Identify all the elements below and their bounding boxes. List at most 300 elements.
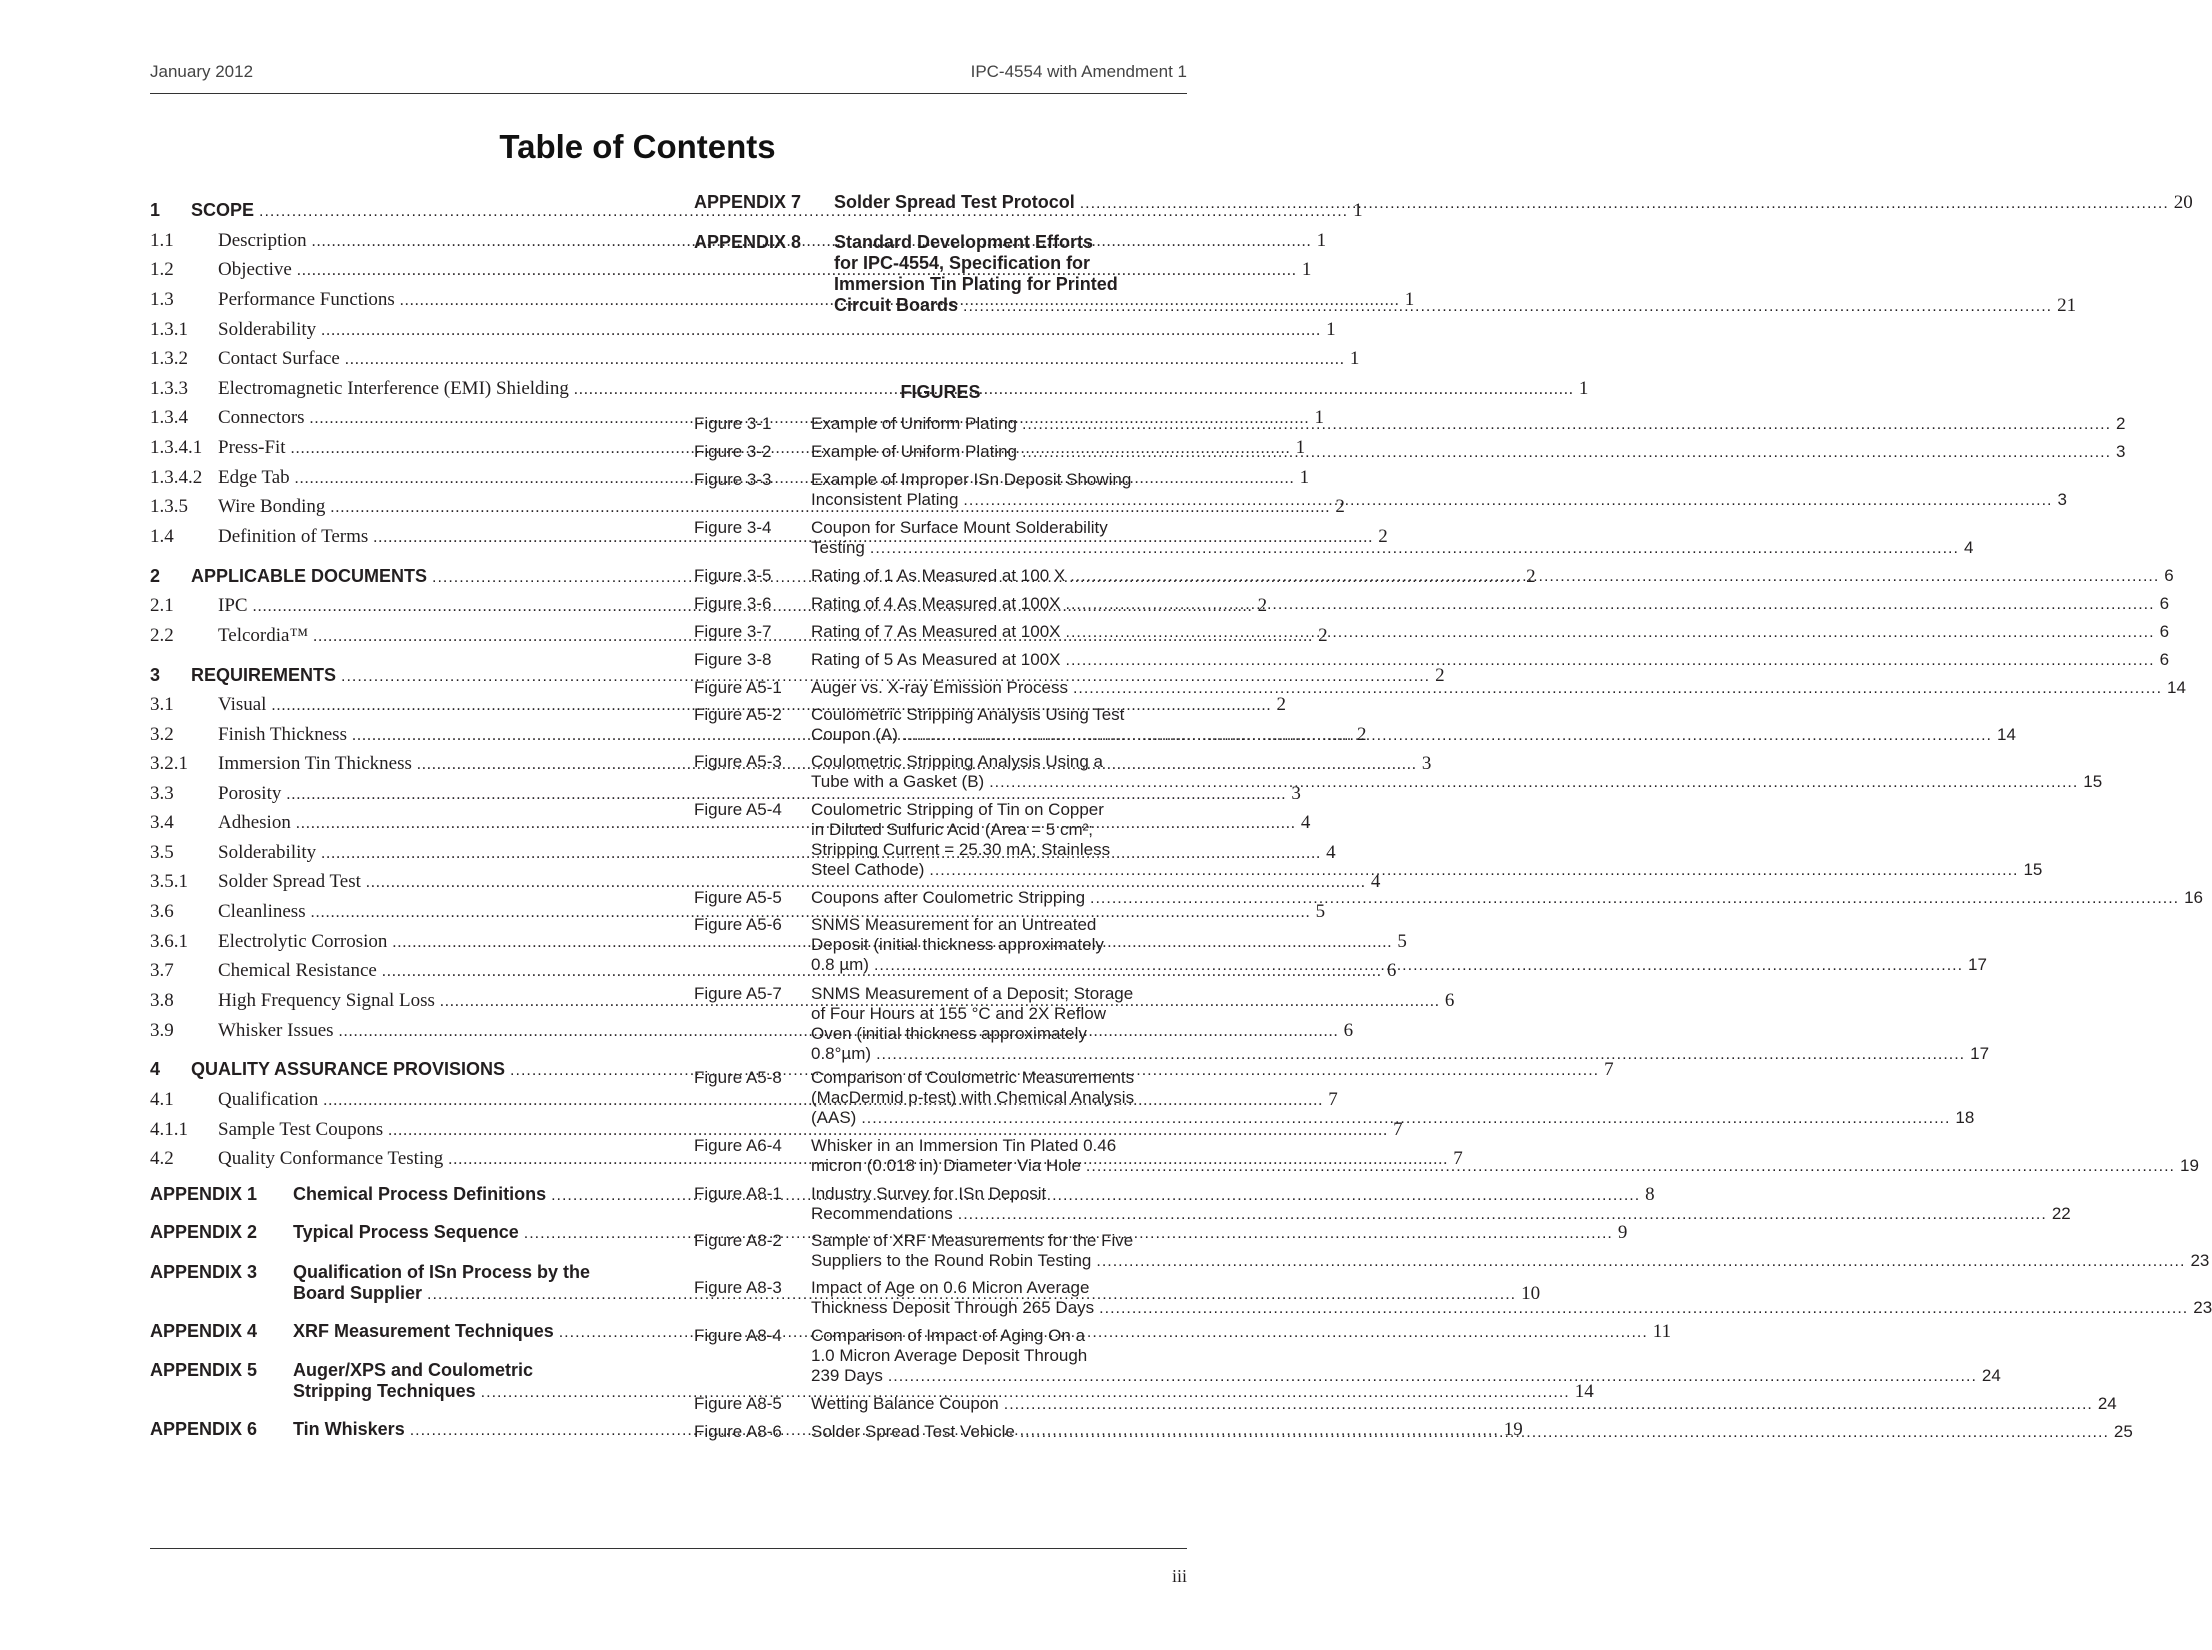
figure-caption — [811, 1422, 2133, 1443]
appendix-label: APPENDIX 3 — [150, 1262, 258, 1282]
figure-caption — [811, 888, 2203, 909]
toc-entry-number: 3.2 — [150, 724, 174, 745]
figure-caption-last-line — [811, 1108, 1974, 1129]
toc-entry-page: 5 — [1315, 901, 1326, 922]
toc-entry-page: 1 — [1353, 200, 1363, 221]
figure-caption — [811, 518, 1973, 559]
figure-entry — [694, 1394, 2117, 1415]
figure-caption — [811, 622, 2169, 643]
toc-entry-page: 1 — [1349, 348, 1360, 369]
leader-dots — [865, 539, 1964, 559]
toc-entry-page: 4 — [1300, 812, 1311, 833]
leader-dots — [340, 351, 1350, 369]
toc-entry-page: 1 — [1301, 259, 1312, 280]
figure-caption — [811, 1136, 2199, 1177]
figure-caption — [811, 1184, 2071, 1225]
toc-entry-number: 3.5.1 — [150, 871, 188, 892]
figure-caption-line: Coulometric Stripping of Tin on Copper — [811, 800, 1104, 819]
figure-caption-line: Suppliers to the Round Robin Testing — [811, 1251, 1092, 1270]
figure-page: 6 — [2159, 650, 2170, 669]
toc-entry-title: Chemical Resistance — [218, 960, 377, 981]
figure-caption-line: Wetting Balance Coupon — [811, 1394, 999, 1413]
figure-caption-line: micron (0.018 in) Diameter Via Hole — [811, 1156, 1081, 1175]
figure-label: Figure A8-5 — [694, 1394, 782, 1413]
figure-caption-line: SNMS Measurement of a Deposit; Storage — [811, 984, 1134, 1003]
figure-caption-line: Thickness Deposit Through 265 Days — [811, 1298, 1095, 1317]
figure-page: 22 — [2051, 1204, 2071, 1223]
toc-entry-title: Wire Bonding — [218, 496, 326, 517]
page-number: iii — [1171, 1566, 1187, 1586]
toc-entry-number: 4.1.1 — [150, 1119, 188, 1140]
figure-label: Figure A8-1 — [694, 1184, 782, 1203]
header-rule — [150, 93, 1187, 94]
toc-entry-number: 3.6 — [150, 901, 174, 922]
figure-page: 23 — [2190, 1251, 2210, 1270]
figure-caption-line: Auger vs. X-ray Emission Process — [811, 678, 1068, 697]
figure-label: Figure 3-4 — [694, 518, 772, 537]
toc-entry-page: 7 — [1453, 1148, 1463, 1169]
figure-page: 24 — [2097, 1394, 2117, 1413]
toc-entry-number: 1.3.3 — [150, 378, 188, 399]
toc-entry-title: Solderability — [218, 842, 317, 863]
toc-entry-title: Finish Thickness — [218, 724, 347, 745]
leader-dots — [1085, 889, 2184, 909]
figure-page: 25 — [2113, 1422, 2133, 1441]
appendix-title-line: Board Supplier — [293, 1283, 423, 1303]
figure-caption — [811, 442, 2126, 463]
appendix-title-line: for IPC-4554, Specification for — [834, 253, 1091, 273]
figure-caption-line: Rating of 4 As Measured at 100X — [811, 594, 1061, 613]
leader-dots — [1017, 443, 2116, 463]
toc-entry — [150, 783, 1301, 809]
figure-label: Figure A5-2 — [694, 705, 782, 724]
toc-entry-page: 2 — [1276, 694, 1286, 715]
figure-entry — [694, 984, 1990, 1065]
toc-entry-title: Contact Surface — [218, 348, 340, 369]
appendix-title-line: Circuit Boards — [834, 295, 959, 315]
toc-entry-page: 1 — [1578, 378, 1589, 399]
figure-caption-last-line — [811, 725, 2016, 746]
toc-entry-page: 7 — [1393, 1119, 1403, 1140]
appendix-label: APPENDIX 5 — [150, 1360, 258, 1380]
leader-dots — [1081, 1157, 2180, 1177]
appendix-entry — [694, 232, 2077, 317]
appendix-title-last-line — [834, 295, 2076, 317]
toc-entry-title: Sample Test Coupons — [218, 1119, 384, 1140]
toc-entry-title: Cleanliness — [218, 901, 306, 922]
figure-caption-last-line — [811, 1422, 2133, 1443]
figure-caption-last-line — [811, 566, 2174, 587]
appendix-title-line: Immersion Tin Plating for Printed — [834, 274, 1118, 294]
toc-entry-number: 1.4 — [150, 526, 174, 547]
appendix-page: 9 — [1617, 1222, 1628, 1243]
figure-caption-line: Inconsistent Plating — [811, 490, 959, 509]
toc-entry-page: 7 — [1604, 1059, 1614, 1080]
figure-caption — [811, 1326, 2001, 1387]
figure-caption — [811, 1231, 2209, 1272]
figure-caption — [811, 752, 2102, 793]
appendix-page: 19 — [1503, 1419, 1523, 1440]
toc-entry-title: High Frequency Signal Loss — [218, 990, 435, 1011]
appendix-title-line: Typical Process Sequence — [293, 1222, 519, 1242]
figure-caption — [811, 1394, 2117, 1415]
figure-caption-last-line — [811, 772, 2102, 793]
appendix-title-last-line — [834, 192, 2193, 214]
toc-entry-title: Electromagnetic Interference (EMI) Shielding — [218, 378, 569, 399]
toc-entry — [150, 319, 1336, 345]
toc-entry-page: 2 — [1356, 724, 1367, 745]
toc-entry-page: 3 — [1291, 783, 1301, 804]
toc-entry-page: 2 — [1318, 625, 1328, 646]
toc-entry-title: SCOPE — [191, 200, 255, 220]
figure-page: 6 — [2164, 566, 2174, 585]
figure-label: Figure A5-3 — [694, 752, 782, 771]
figure-caption — [811, 566, 2174, 587]
toc-entry-number: 1.3.2 — [150, 348, 188, 369]
figure-page: 24 — [1981, 1366, 2001, 1385]
toc-entry-title: Connectors — [218, 407, 305, 428]
appendix-label: APPENDIX 6 — [150, 1419, 258, 1439]
figure-label: Figure A8-3 — [694, 1278, 782, 1297]
header-document-id: IPC-4554 with Amendment 1 — [970, 62, 1187, 81]
leader-dots — [883, 1367, 1982, 1387]
leader-dots — [871, 1045, 1970, 1065]
figure-caption-line: Comparison of Coulometric Measurements — [811, 1068, 1135, 1087]
figure-page: 18 — [1955, 1108, 1975, 1127]
figure-entry — [694, 888, 2204, 909]
figure-caption-last-line — [811, 860, 2042, 881]
figure-caption-last-line — [811, 888, 2203, 909]
figure-caption-last-line — [811, 1251, 2209, 1272]
appendix-label: APPENDIX 7 — [694, 192, 802, 212]
appendix-title-line: Auger/XPS and Coulometric — [293, 1360, 534, 1380]
figures-heading: FIGURES — [900, 382, 981, 402]
appendix-title-line: Stripping Techniques — [293, 1381, 476, 1401]
toc-entry-page: 1 — [1295, 437, 1306, 458]
appendix-title-line: Chemical Process Definitions — [293, 1184, 547, 1204]
toc-entry-page: 6 — [1343, 1020, 1354, 1041]
figure-caption-line: Impact of Age on 0.6 Micron Average — [811, 1278, 1090, 1297]
figure-caption-last-line — [811, 1366, 2001, 1387]
toc-entry-number: 1.1 — [150, 230, 174, 251]
figure-page: 17 — [1970, 1044, 1990, 1063]
appendix-label: APPENDIX 1 — [150, 1184, 258, 1204]
figure-page: 14 — [1997, 725, 2016, 744]
toc-entry-number: 1.3.4.2 — [150, 467, 203, 488]
leader-dots — [958, 491, 2057, 511]
toc-entry-page: 1 — [1404, 289, 1415, 310]
figure-caption-line: Coupon (A) — [811, 725, 898, 744]
figure-entry — [694, 650, 2170, 671]
figure-caption-line: Coulometric Stripping Analysis Using a — [811, 752, 1103, 771]
figure-entry — [694, 594, 2170, 615]
figure-caption-line: Example of Uniform Plating — [811, 414, 1017, 433]
figure-page: 23 — [2193, 1298, 2212, 1317]
toc-entry-title: APPLICABLE DOCUMENTS — [191, 566, 428, 586]
figure-caption-line: Rating of 1 As Measured at 100 X — [811, 566, 1066, 585]
toc-entry-number: 1.2 — [150, 259, 174, 280]
figure-caption — [811, 705, 2016, 746]
toc-entry-page: 4 — [1326, 842, 1336, 863]
appendix-page: 11 — [1652, 1321, 1672, 1342]
footer-rule — [150, 1548, 1187, 1549]
figure-caption-last-line — [811, 490, 2067, 511]
toc-entry-number: 3.8 — [150, 990, 174, 1011]
figure-caption-last-line — [811, 594, 2169, 615]
figure-caption-last-line — [811, 1298, 2212, 1319]
toc-entry-number: 3.2.1 — [150, 753, 188, 774]
figure-caption-line: Deposit (initial thickness approximately — [811, 935, 1104, 954]
toc-entry-number: 2 — [150, 566, 161, 586]
toc-entry-number: 3.6.1 — [150, 931, 188, 952]
figure-caption-last-line — [811, 442, 2126, 463]
leader-dots — [1061, 595, 2160, 615]
figure-caption — [811, 1278, 2212, 1319]
appendix-title-line: Solder Spread Test Protocol — [834, 192, 1075, 212]
figure-caption-line: Coupons after Coulometric Stripping — [811, 888, 1086, 907]
leader-dots — [1017, 415, 2116, 435]
figure-page: 2 — [2116, 414, 2126, 433]
appendix-title-line: XRF Measurement Techniques — [293, 1321, 554, 1341]
leader-dots — [1068, 679, 2167, 699]
leader-dots — [1065, 567, 2164, 587]
leader-dots — [924, 861, 2023, 881]
figure-entry — [694, 566, 2174, 587]
page-title: Table of Contents — [499, 128, 776, 165]
figure-label: Figure 3-7 — [694, 622, 772, 641]
leader-dots — [953, 1205, 2052, 1225]
figure-caption-line: Comparison of Impact of Aging On a — [811, 1326, 1086, 1345]
toc-entry-number: 1 — [150, 200, 161, 220]
appendix-title-line: Standard Development Efforts — [834, 232, 1094, 252]
toc-entry — [150, 1119, 1403, 1145]
toc-entry-page: 6 — [1386, 960, 1397, 981]
toc-entry-page: 2 — [1435, 665, 1445, 686]
toc-entry-title: Adhesion — [218, 812, 291, 833]
figure-label: Figure 3-5 — [694, 566, 772, 585]
toc-entry-title: Immersion Tin Thickness — [218, 753, 412, 774]
figure-label: Figure A5-1 — [694, 678, 782, 697]
figure-caption — [811, 414, 2126, 435]
appendix-page: 14 — [1574, 1381, 1594, 1402]
figure-entry — [694, 1136, 2199, 1177]
figure-caption-line: Oven (initial thickness approximately — [811, 1024, 1087, 1043]
figure-caption-line: Stripping Current = 25.30 mA; Stainless — [811, 840, 1111, 859]
figure-label: Figure A6-4 — [694, 1136, 782, 1155]
toc-entry-number: 1.3 — [150, 289, 174, 310]
figure-entry — [694, 1068, 1975, 1129]
toc-entry-title: Quality Conformance Testing — [218, 1148, 444, 1169]
appendix-page: 10 — [1521, 1283, 1541, 1304]
figure-caption-line: Example of Improper ISn Deposit Showing — [811, 470, 1132, 489]
figure-caption-line: (AAS) — [811, 1108, 857, 1127]
figure-caption — [811, 650, 2169, 671]
figure-entry — [694, 915, 1987, 976]
toc-entry-title: Description — [218, 230, 307, 251]
figure-page: 19 — [2179, 1156, 2199, 1175]
figure-entry — [694, 622, 2170, 643]
toc-entry — [150, 348, 1360, 374]
figure-page: 3 — [2116, 442, 2126, 461]
figure-label: Figure A5-4 — [694, 800, 782, 819]
figure-page: 4 — [1963, 538, 1974, 557]
leader-dots — [856, 1109, 1955, 1129]
figure-caption-last-line — [811, 1394, 2117, 1415]
toc-entry-page: 6 — [1444, 990, 1455, 1011]
toc-entry-number: 3.9 — [150, 1020, 174, 1041]
toc-entry-page: 2 — [1526, 566, 1536, 587]
toc-entry-page: 1 — [1299, 467, 1310, 488]
toc-entry-page: 2 — [1257, 595, 1268, 616]
toc-entry-number: 4.2 — [150, 1148, 174, 1169]
figure-page: 14 — [2167, 678, 2186, 697]
leader-dots — [1061, 651, 2160, 671]
figure-caption — [811, 470, 2067, 511]
leader-dots — [898, 726, 1997, 746]
toc-entry-number: 3.1 — [150, 694, 174, 715]
figure-caption — [811, 984, 1989, 1065]
appendix-page: 8 — [1645, 1184, 1655, 1205]
toc-entry-title: Electrolytic Corrosion — [218, 931, 388, 952]
figure-entry — [694, 518, 1974, 559]
toc-entry-page: 4 — [1370, 871, 1381, 892]
figure-caption-last-line — [811, 1204, 2071, 1225]
figure-page: 6 — [2159, 594, 2170, 613]
figure-caption-line: SNMS Measurement for an Untreated — [811, 915, 1097, 934]
toc-entry-number: 1.3.5 — [150, 496, 188, 517]
figure-entry — [694, 1231, 2210, 1272]
figure-caption-line: Coupon for Surface Mount Solderability — [811, 518, 1108, 537]
leader-dots — [869, 956, 1968, 976]
toc-entry-page: 2 — [1335, 496, 1345, 517]
toc-entry-title: Solderability — [218, 319, 317, 340]
figure-entry — [694, 752, 2103, 793]
figure-label: Figure A8-4 — [694, 1326, 782, 1345]
toc-entry-title: Solder Spread Test — [218, 871, 361, 892]
figure-entry — [694, 442, 2126, 463]
figure-caption-line: 0.8°µm) — [811, 1044, 872, 1063]
figure-caption-line: Rating of 7 As Measured at 100X — [811, 622, 1061, 641]
figure-entry — [694, 414, 2126, 435]
toc-entry-page: 5 — [1397, 931, 1407, 952]
toc-entry-number: 4.1 — [150, 1089, 174, 1110]
toc-entry-page: 1 — [1316, 230, 1327, 251]
figure-caption-last-line — [811, 1156, 2199, 1177]
figure-page: 15 — [2083, 772, 2103, 791]
leader-dots — [999, 1395, 2098, 1415]
figure-label: Figure 3-8 — [694, 650, 772, 669]
figure-caption — [811, 915, 1987, 976]
figure-label: Figure A8-6 — [694, 1422, 782, 1441]
figure-entry — [694, 800, 2043, 881]
figure-caption-line: 239 Days — [811, 1366, 883, 1385]
figure-caption-last-line — [811, 955, 1987, 976]
figure-caption-line: (MacDermid p-test) with Chemical Analysis — [811, 1088, 1135, 1107]
leader-dots — [316, 322, 1326, 340]
toc-entry-title: REQUIREMENTS — [191, 665, 337, 685]
figure-caption-last-line — [811, 1044, 1989, 1065]
figure-caption-line: Recommendations — [811, 1204, 953, 1223]
leader-dots — [1061, 623, 2160, 643]
toc-entry-title: Edge Tab — [218, 467, 290, 488]
figure-caption-line: Sample of XRF Measurements for the Five — [811, 1231, 1134, 1250]
toc-entry-number: 3.4 — [150, 812, 174, 833]
toc-entry — [150, 871, 1381, 897]
toc-entry-title: Performance Functions — [218, 289, 395, 310]
figure-page: 16 — [2184, 888, 2204, 907]
figure-label: Figure 3-1 — [694, 414, 772, 433]
figure-label: Figure A5-7 — [694, 984, 782, 1003]
appendix-title — [834, 232, 2076, 317]
figure-entry — [694, 470, 2067, 511]
figure-caption-line: Example of Uniform Plating — [811, 442, 1017, 461]
toc-entry-number: 1.3.1 — [150, 319, 188, 340]
header-date: January 2012 — [150, 62, 254, 81]
toc-entry-number: 1.3.4 — [150, 407, 188, 428]
toc-entry-page: 3 — [1421, 753, 1432, 774]
figure-caption-last-line — [811, 650, 2169, 671]
figure-label: Figure A5-8 — [694, 1068, 782, 1087]
figure-caption-line: Industry Survey for ISn Deposit — [811, 1184, 1047, 1203]
figure-caption — [811, 1068, 1974, 1129]
figure-label: Figure A5-6 — [694, 915, 782, 934]
figure-caption-last-line — [811, 678, 2186, 699]
toc-entry-page: 1 — [1314, 407, 1325, 428]
figure-caption — [811, 594, 2169, 615]
appendix-title-line: Qualification of ISn Process by the — [293, 1262, 591, 1282]
figure-caption-line: Coulometric Stripping Analysis Using Test — [811, 705, 1125, 724]
figure-label: Figure A5-5 — [694, 888, 782, 907]
toc-entry-title: IPC — [218, 595, 248, 616]
figure-page: 15 — [2023, 860, 2043, 879]
leader-dots — [1075, 193, 2174, 214]
figure-label: Figure 3-3 — [694, 470, 772, 489]
figure-entry — [694, 705, 2016, 746]
toc-entry-page: 7 — [1328, 1089, 1338, 1110]
figure-caption-last-line — [811, 622, 2169, 643]
figure-entry — [694, 1184, 2071, 1225]
toc-entry-title: Visual — [218, 694, 267, 715]
figure-caption-line: Testing — [811, 538, 865, 557]
toc-entry-title: Definition of Terms — [218, 526, 369, 547]
appendix-label: APPENDIX 8 — [694, 232, 802, 252]
appendix-label: APPENDIX 4 — [150, 1321, 258, 1341]
appendix-entry — [694, 192, 2193, 214]
figure-caption-last-line — [811, 414, 2126, 435]
toc-entry-number: 3.5 — [150, 842, 174, 863]
toc-entry-title: Telcordia™ — [218, 625, 309, 646]
figure-caption-line: Whisker in an Immersion Tin Plated 0.46 — [811, 1136, 1117, 1155]
figure-label: Figure 3-2 — [694, 442, 772, 461]
appendix-title-line: Tin Whiskers — [293, 1419, 405, 1439]
figure-caption-line: of Four Hours at 155 °C and 2X Reflow — [811, 1004, 1107, 1023]
figure-page: 6 — [2159, 622, 2170, 641]
figure-entry — [694, 678, 2186, 699]
figure-label: Figure A8-2 — [694, 1231, 782, 1250]
toc-entry-title: Qualification — [218, 1089, 319, 1110]
figure-caption-line: Rating of 5 As Measured at 100X — [811, 650, 1061, 669]
appendix-page: 21 — [2057, 295, 2077, 316]
toc-entry-title: QUALITY ASSURANCE PROVISIONS — [191, 1059, 506, 1079]
leader-dots — [1094, 1299, 2193, 1319]
appendix-title — [834, 192, 2193, 214]
toc-entry-number: 3.7 — [150, 960, 174, 981]
figure-caption-line: 0.8 µm) — [811, 955, 869, 974]
toc-entry-page: 2 — [1378, 526, 1388, 547]
figure-caption — [811, 678, 2186, 699]
figure-caption — [811, 800, 2042, 881]
toc-entry-title: Objective — [218, 259, 292, 280]
